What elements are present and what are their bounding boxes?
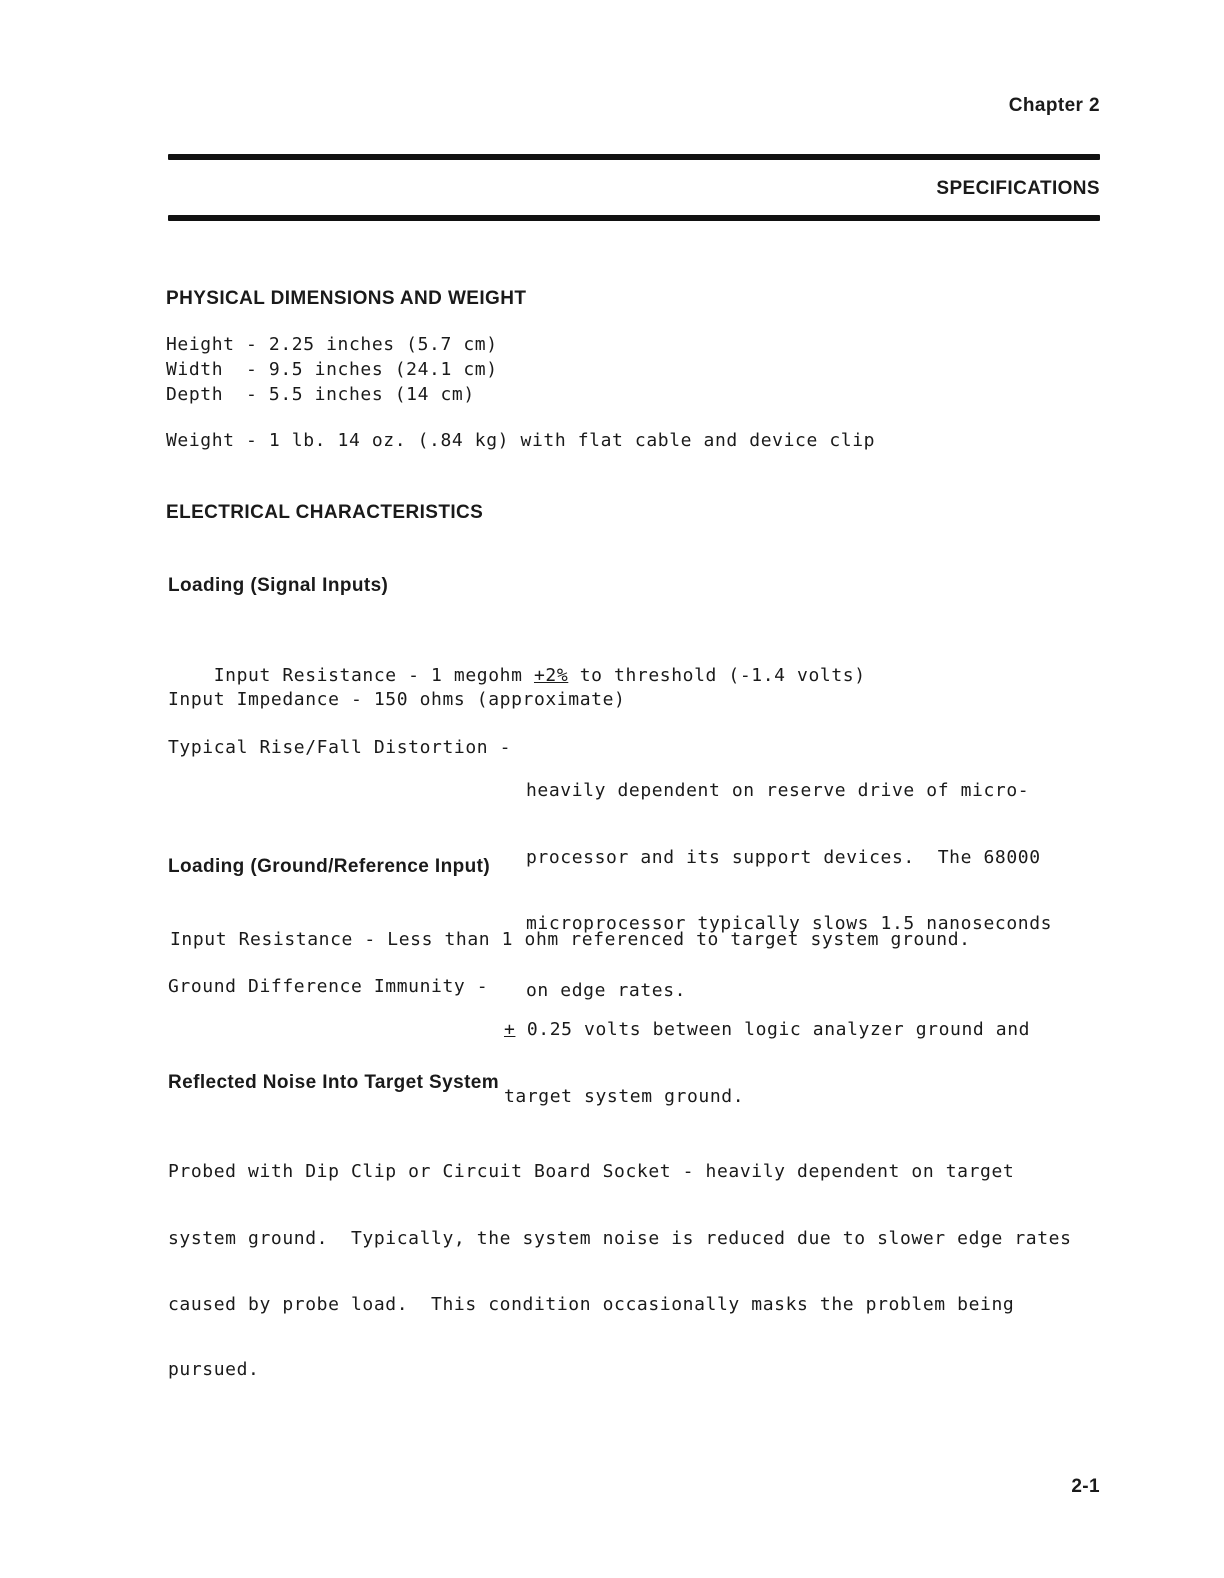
distortion-line: processor and its support devices. The 68000	[526, 846, 1041, 868]
noise-line: caused by probe load. This condition occasionally masks the problem being	[168, 1294, 1015, 1315]
physical-heading: PHYSICAL DIMENSIONS AND WEIGHT	[166, 288, 527, 309]
noise-paragraph	[168, 1118, 1072, 1422]
signal-input-impedance: Input Impedance - 150 ohms (approximate)	[168, 689, 626, 710]
immunity-line-2: target system ground.	[504, 1085, 745, 1107]
immunity-tolerance-sign: +	[504, 1019, 516, 1040]
immunity-line-1: 0.25 volts between logic analyzer ground and	[515, 1019, 1031, 1040]
noise-line: pursued.	[168, 1358, 260, 1380]
bottom-rule	[168, 215, 1100, 221]
distortion-label: Typical Rise/Fall Distortion -	[168, 737, 523, 758]
noise-heading: Reflected Noise Into Target System	[168, 1072, 500, 1093]
page-number: 2-1	[1071, 1476, 1100, 1497]
physical-depth: Depth - 5.5 inches (14 cm)	[166, 384, 475, 405]
chapter-label: Chapter 2	[1008, 95, 1100, 116]
ground-immunity-label: Ground Difference Immunity -	[168, 976, 500, 997]
signal-resistance-tolerance: +2%	[533, 665, 569, 686]
noise-line: system ground. Typically, the system noise is reduced due to slower edge rates	[168, 1227, 1072, 1249]
signal-resistance-prefix: Input Resistance - 1 megohm	[213, 665, 534, 686]
distortion-line: on edge rates.	[526, 979, 687, 1001]
signal-inputs-heading: Loading (Signal Inputs)	[168, 575, 389, 596]
physical-weight: Weight - 1 lb. 14 oz. (.84 kg) with flat cable and device clip	[166, 430, 876, 451]
physical-height: Height - 2.25 inches (5.7 cm)	[166, 334, 498, 355]
physical-width: Width - 9.5 inches (24.1 cm)	[166, 359, 498, 380]
ground-input-resistance: Input Resistance - Less than 1 ohm referenced to target system ground.	[170, 929, 971, 950]
section-title: SPECIFICATIONS	[936, 178, 1100, 199]
top-rule	[168, 154, 1100, 160]
ground-input-heading: Loading (Ground/Reference Input)	[168, 856, 491, 877]
electrical-heading: ELECTRICAL CHARACTERISTICS	[166, 502, 484, 523]
distortion-line: microprocessor typically slows 1.5 nanoseconds	[526, 913, 1053, 934]
distortion-line: heavily dependent on reserve drive of micro-	[526, 780, 1030, 801]
noise-line: Probed with Dip Clip or Circuit Board Socket - heavily dependent on target	[168, 1161, 1015, 1182]
signal-resistance-suffix: to threshold (-1.4 volts)	[568, 665, 866, 686]
